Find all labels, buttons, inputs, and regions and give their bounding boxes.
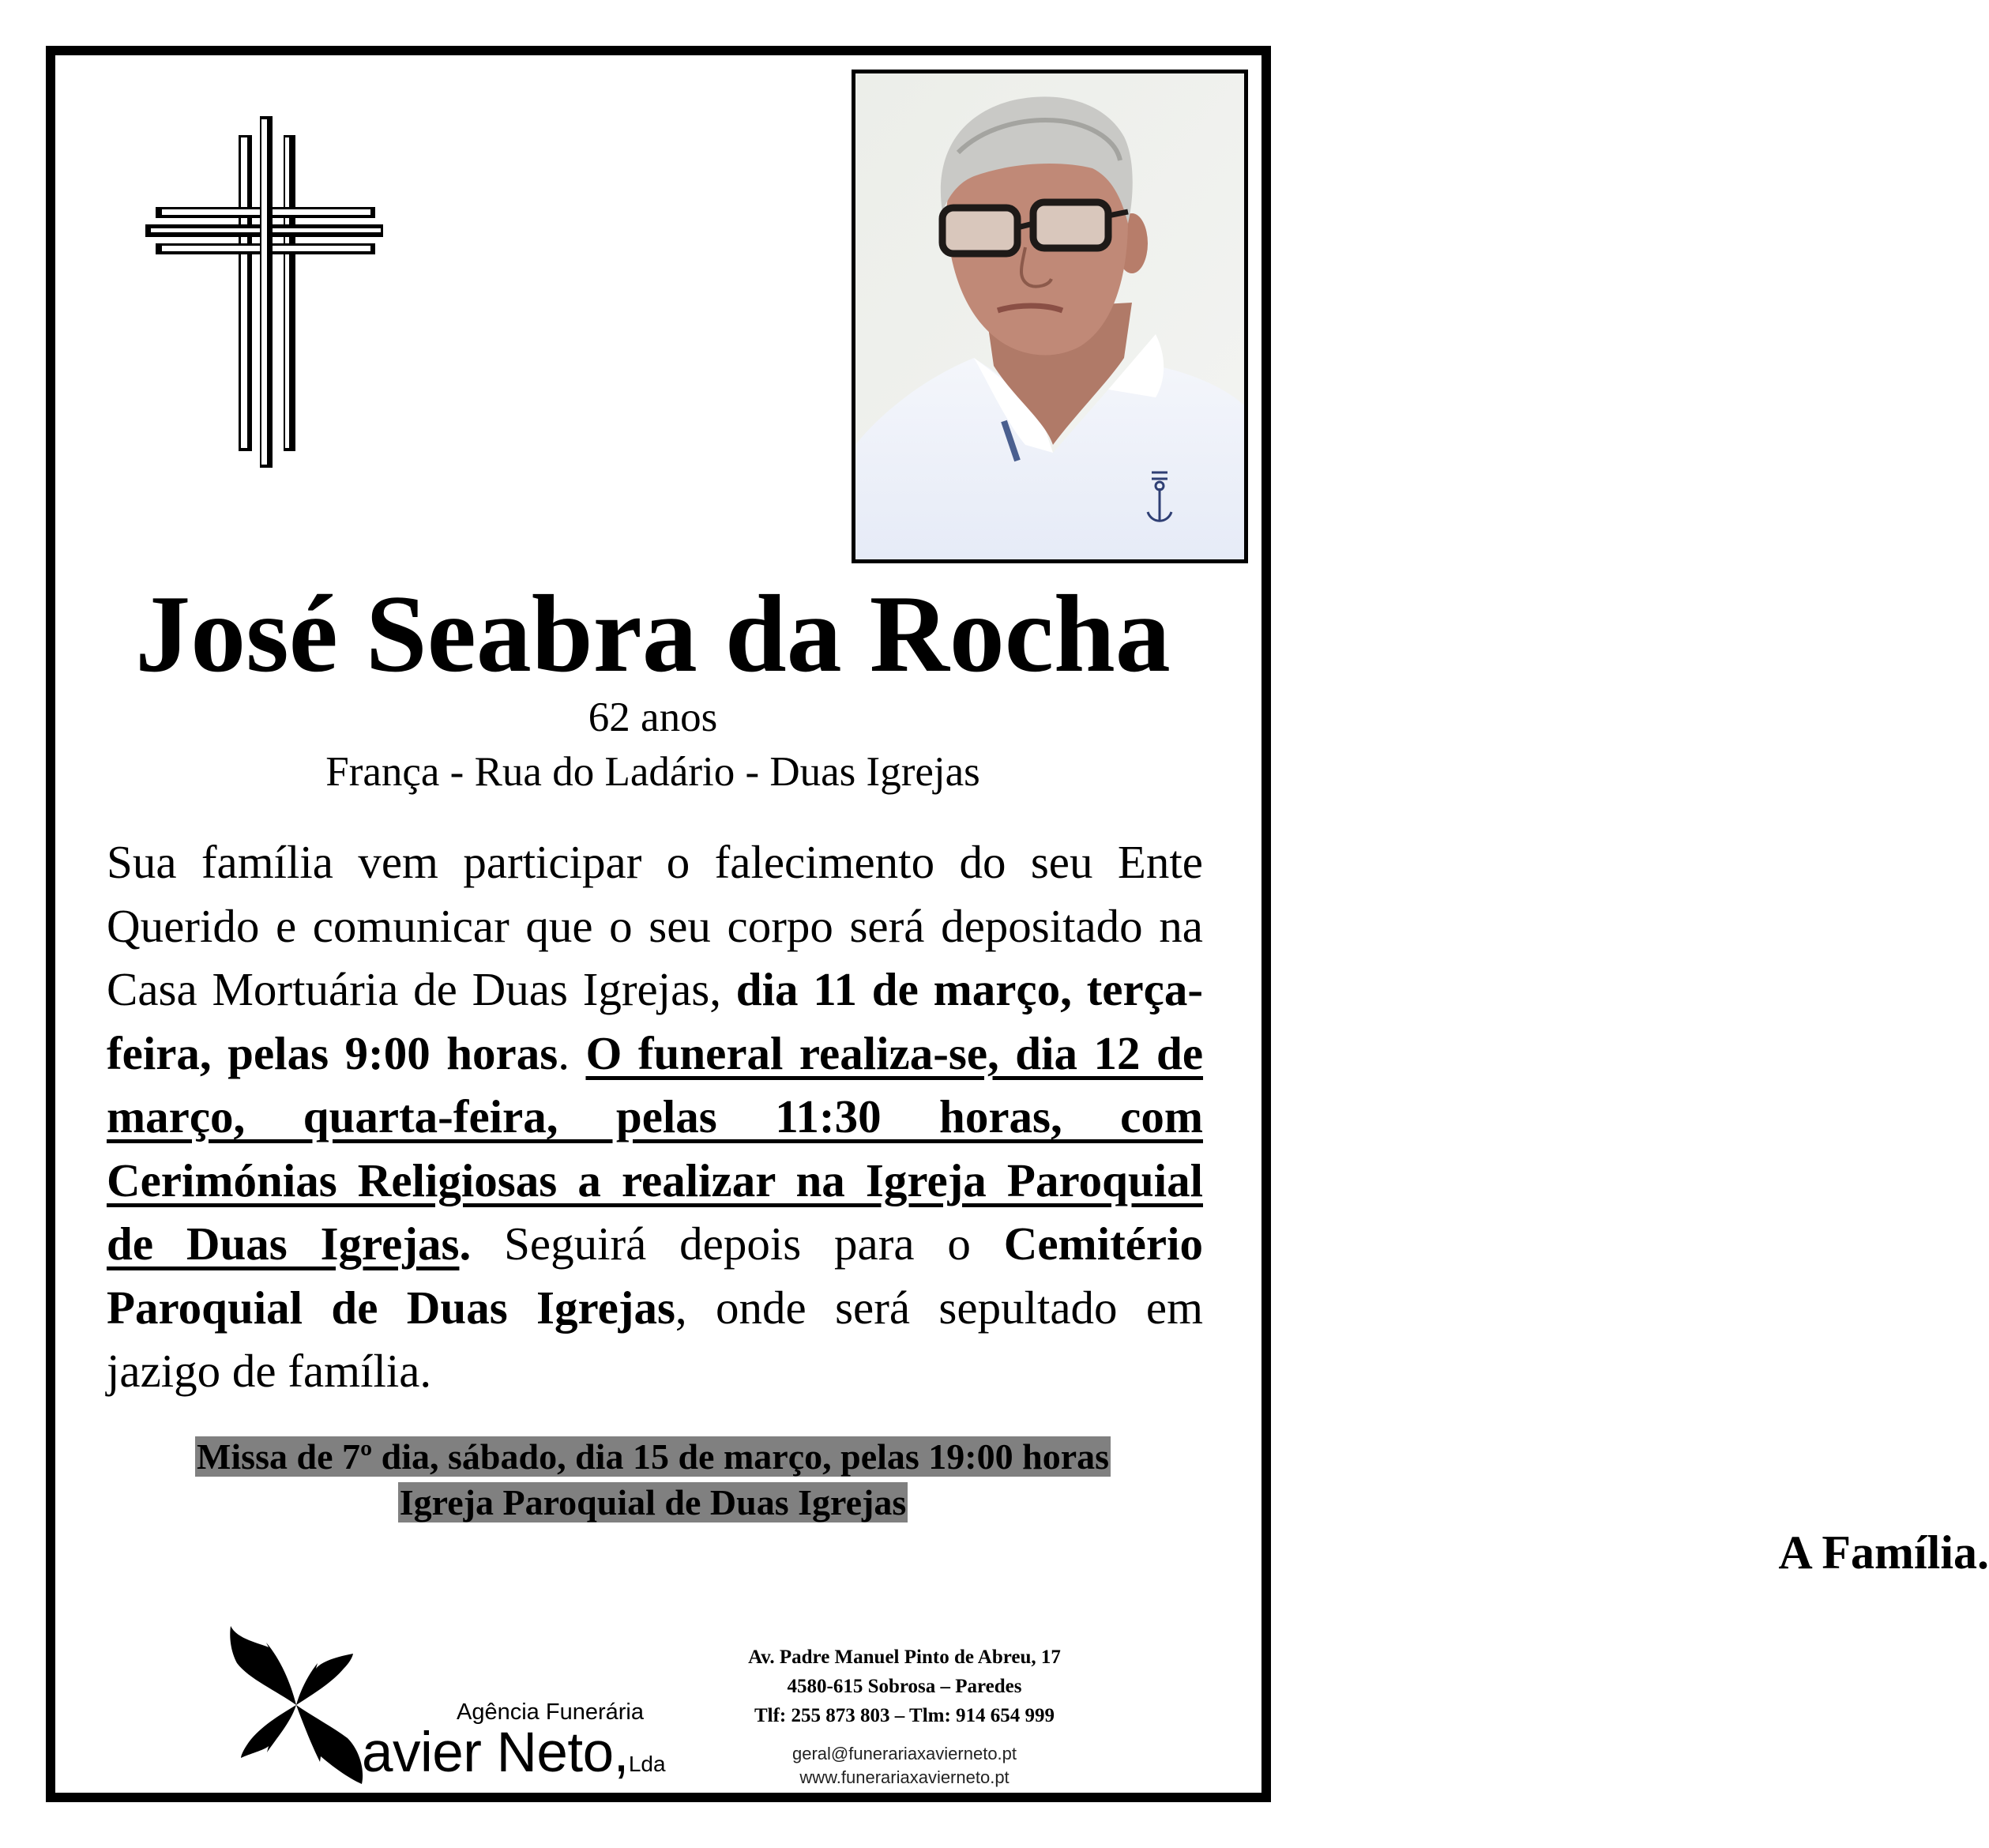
agency-name-text: avier Neto, [362, 1722, 629, 1784]
announcement-segment: . [558, 1026, 586, 1079]
deceased-age: 62 anos [588, 694, 718, 740]
agency-web [711, 1742, 1098, 1790]
agency-name [362, 1723, 666, 1794]
announcement-segment: Seguirá depois para o [471, 1218, 1004, 1270]
agency-address-line-1: Av. Padre Manuel Pinto de Abreu, 17 [748, 1647, 1061, 1668]
portrait-illustration [855, 73, 1244, 559]
mass-line-2: Igreja Paroquial de Duas Igrejas [399, 1482, 907, 1522]
cross-icon [134, 111, 395, 474]
agency-website-link[interactable]: www.funerariaxavierneto.pt [799, 1767, 1010, 1787]
announcement-text [107, 830, 1203, 1403]
agency-label: Agência Funerária [457, 1699, 644, 1725]
x-leaf-logo-icon [221, 1620, 379, 1793]
viewing-date: dia 11 de março, terça-feira, pelas 9:00 horas [107, 963, 1203, 1079]
mass-notice [0, 1434, 1306, 1526]
agency-email-link[interactable]: geral@funerariaxavierneto.pt [791, 1744, 1017, 1763]
deceased-address: França - Rua do Ladário - Duas Igrejas [325, 749, 980, 795]
deceased-name: José Seabra da Rocha [135, 573, 1171, 695]
agency-phones: Tlf: 255 873 803 – Tlm: 914 654 999 [754, 1705, 1055, 1726]
announcement-segment: , onde será sepultado em jazigo de família. [107, 1281, 1203, 1397]
agency-address-line-2: 4580-615 Sobrosa – Paredes [787, 1676, 1022, 1697]
signoff-text: A Família. [1778, 1526, 1989, 1579]
cemetery-name: Cemitério Paroquial de Duas Igrejas [107, 1218, 1203, 1334]
funeral-details: O funeral realiza-se, dia 12 de março, quarta-feira, pelas 11:30 horas, com Cerimónias Religiosas a realizar na Igreja Paroquial de Duas Igrejas [107, 1026, 1204, 1270]
mass-line-1: Missa de 7º dia, sábado, dia 15 de março, pelas 19:00 horas [196, 1436, 1110, 1477]
agency-suffix: Lda [628, 1752, 666, 1776]
agency-contact [711, 1643, 1098, 1730]
signoff [869, 1525, 1989, 1580]
portrait-photo [852, 70, 1248, 563]
announcement-segment: . [459, 1218, 472, 1270]
announcement-segment: Sua família vem participar o falecimento do seu Ente Querido e comunicar que o seu corpo será depositado na Casa Mortuária de Duas Igrejas, [107, 836, 1203, 1015]
